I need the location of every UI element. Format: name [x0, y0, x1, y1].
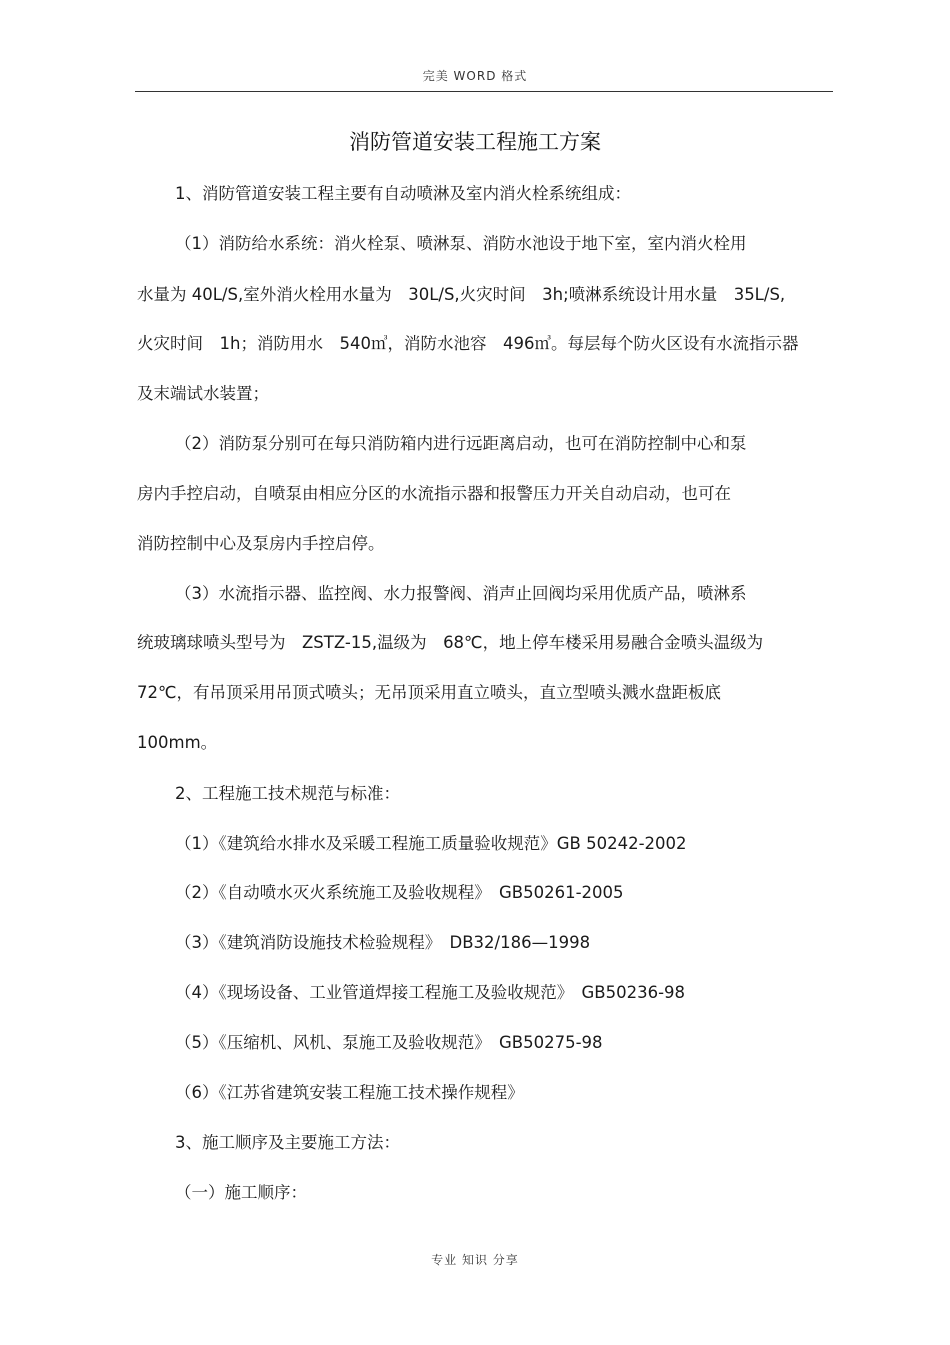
paragraph-2-line-3: 消防控制中心及泵房内手控启停。 — [137, 534, 385, 553]
paragraph-2-line-2: 房内手控启动，自喷泵由相应分区的水流指示器和报警压力开关自动启动，也可在 — [137, 484, 731, 503]
paragraph-3-line-1: （3）水流指示器、监控阀、水力报警阀、消声止回阀均采用优质产品，喷淋系 — [175, 584, 747, 603]
section-2-heading: 2、工程施工技术规范与标准： — [175, 784, 400, 803]
paragraph-1-line-2: 水量为 40L/S,室外消火栓用水量为 30L/S,火灾时间 3h;喷淋系统设计用水量 35L/S, — [137, 285, 786, 304]
subsection-heading: （一）施工顺序： — [175, 1183, 307, 1202]
paragraph-1-line-1: （1）消防给水系统：消火栓泵、喷淋泵、消防水池设于地下室，室内消火栓用 — [175, 234, 747, 253]
paragraph-3-line-2: 统玻璃球喷头型号为 ZSTZ-15,温级为 68℃，地上停车楼采用易融合金喷头温级为 — [137, 633, 764, 652]
standard-item-5: （5）《压缩机、风机、泵施工及验收规范》 GB50275-98 — [175, 1033, 603, 1052]
section-3-heading: 3、施工顺序及主要施工方法： — [175, 1133, 400, 1152]
standard-item-1: （1）《建筑给水排水及采暖工程施工质量验收规范》GB 50242-2002 — [175, 834, 687, 853]
paragraph-1-line-3: 火灾时间 1h；消防用水 540㎥，消防水池容 496㎥。每层每个防火区设有水流指示器 — [137, 334, 799, 353]
section-1-heading: 1、消防管道安装工程主要有自动喷淋及室内消火栓系统组成： — [175, 184, 631, 203]
standard-item-6: （6）《江苏省建筑安装工程施工技术操作规程》 — [175, 1083, 524, 1102]
paragraph-1-line-4: 及末端试水装置； — [137, 384, 269, 403]
document-title: 消防管道安装工程施工方案 — [349, 130, 601, 154]
paragraph-2-line-1: （2）消防泵分别可在每只消防箱内进行远距离启动，也可在消防控制中心和泵 — [175, 434, 747, 453]
standard-item-4: （4）《现场设备、工业管道焊接工程施工及验收规范》 GB50236-98 — [175, 983, 686, 1002]
paragraph-3-line-3: 72℃，有吊顶采用吊顶式喷头；无吊顶采用直立喷头，直立型喷头溅水盘距板底 — [137, 683, 722, 702]
paragraph-3-line-4: 100mm。 — [137, 733, 218, 752]
header-divider — [135, 91, 833, 92]
page-header: 完美 WORD 格式 — [422, 69, 528, 83]
standard-item-2: （2）《自动喷水灭火系统施工及验收规程》 GB50261-2005 — [175, 883, 624, 902]
page-footer: 专业 知识 分享 — [431, 1253, 519, 1267]
standard-item-3: （3）《建筑消防设施技术检验规程》 DB32/186—1998 — [175, 933, 591, 952]
